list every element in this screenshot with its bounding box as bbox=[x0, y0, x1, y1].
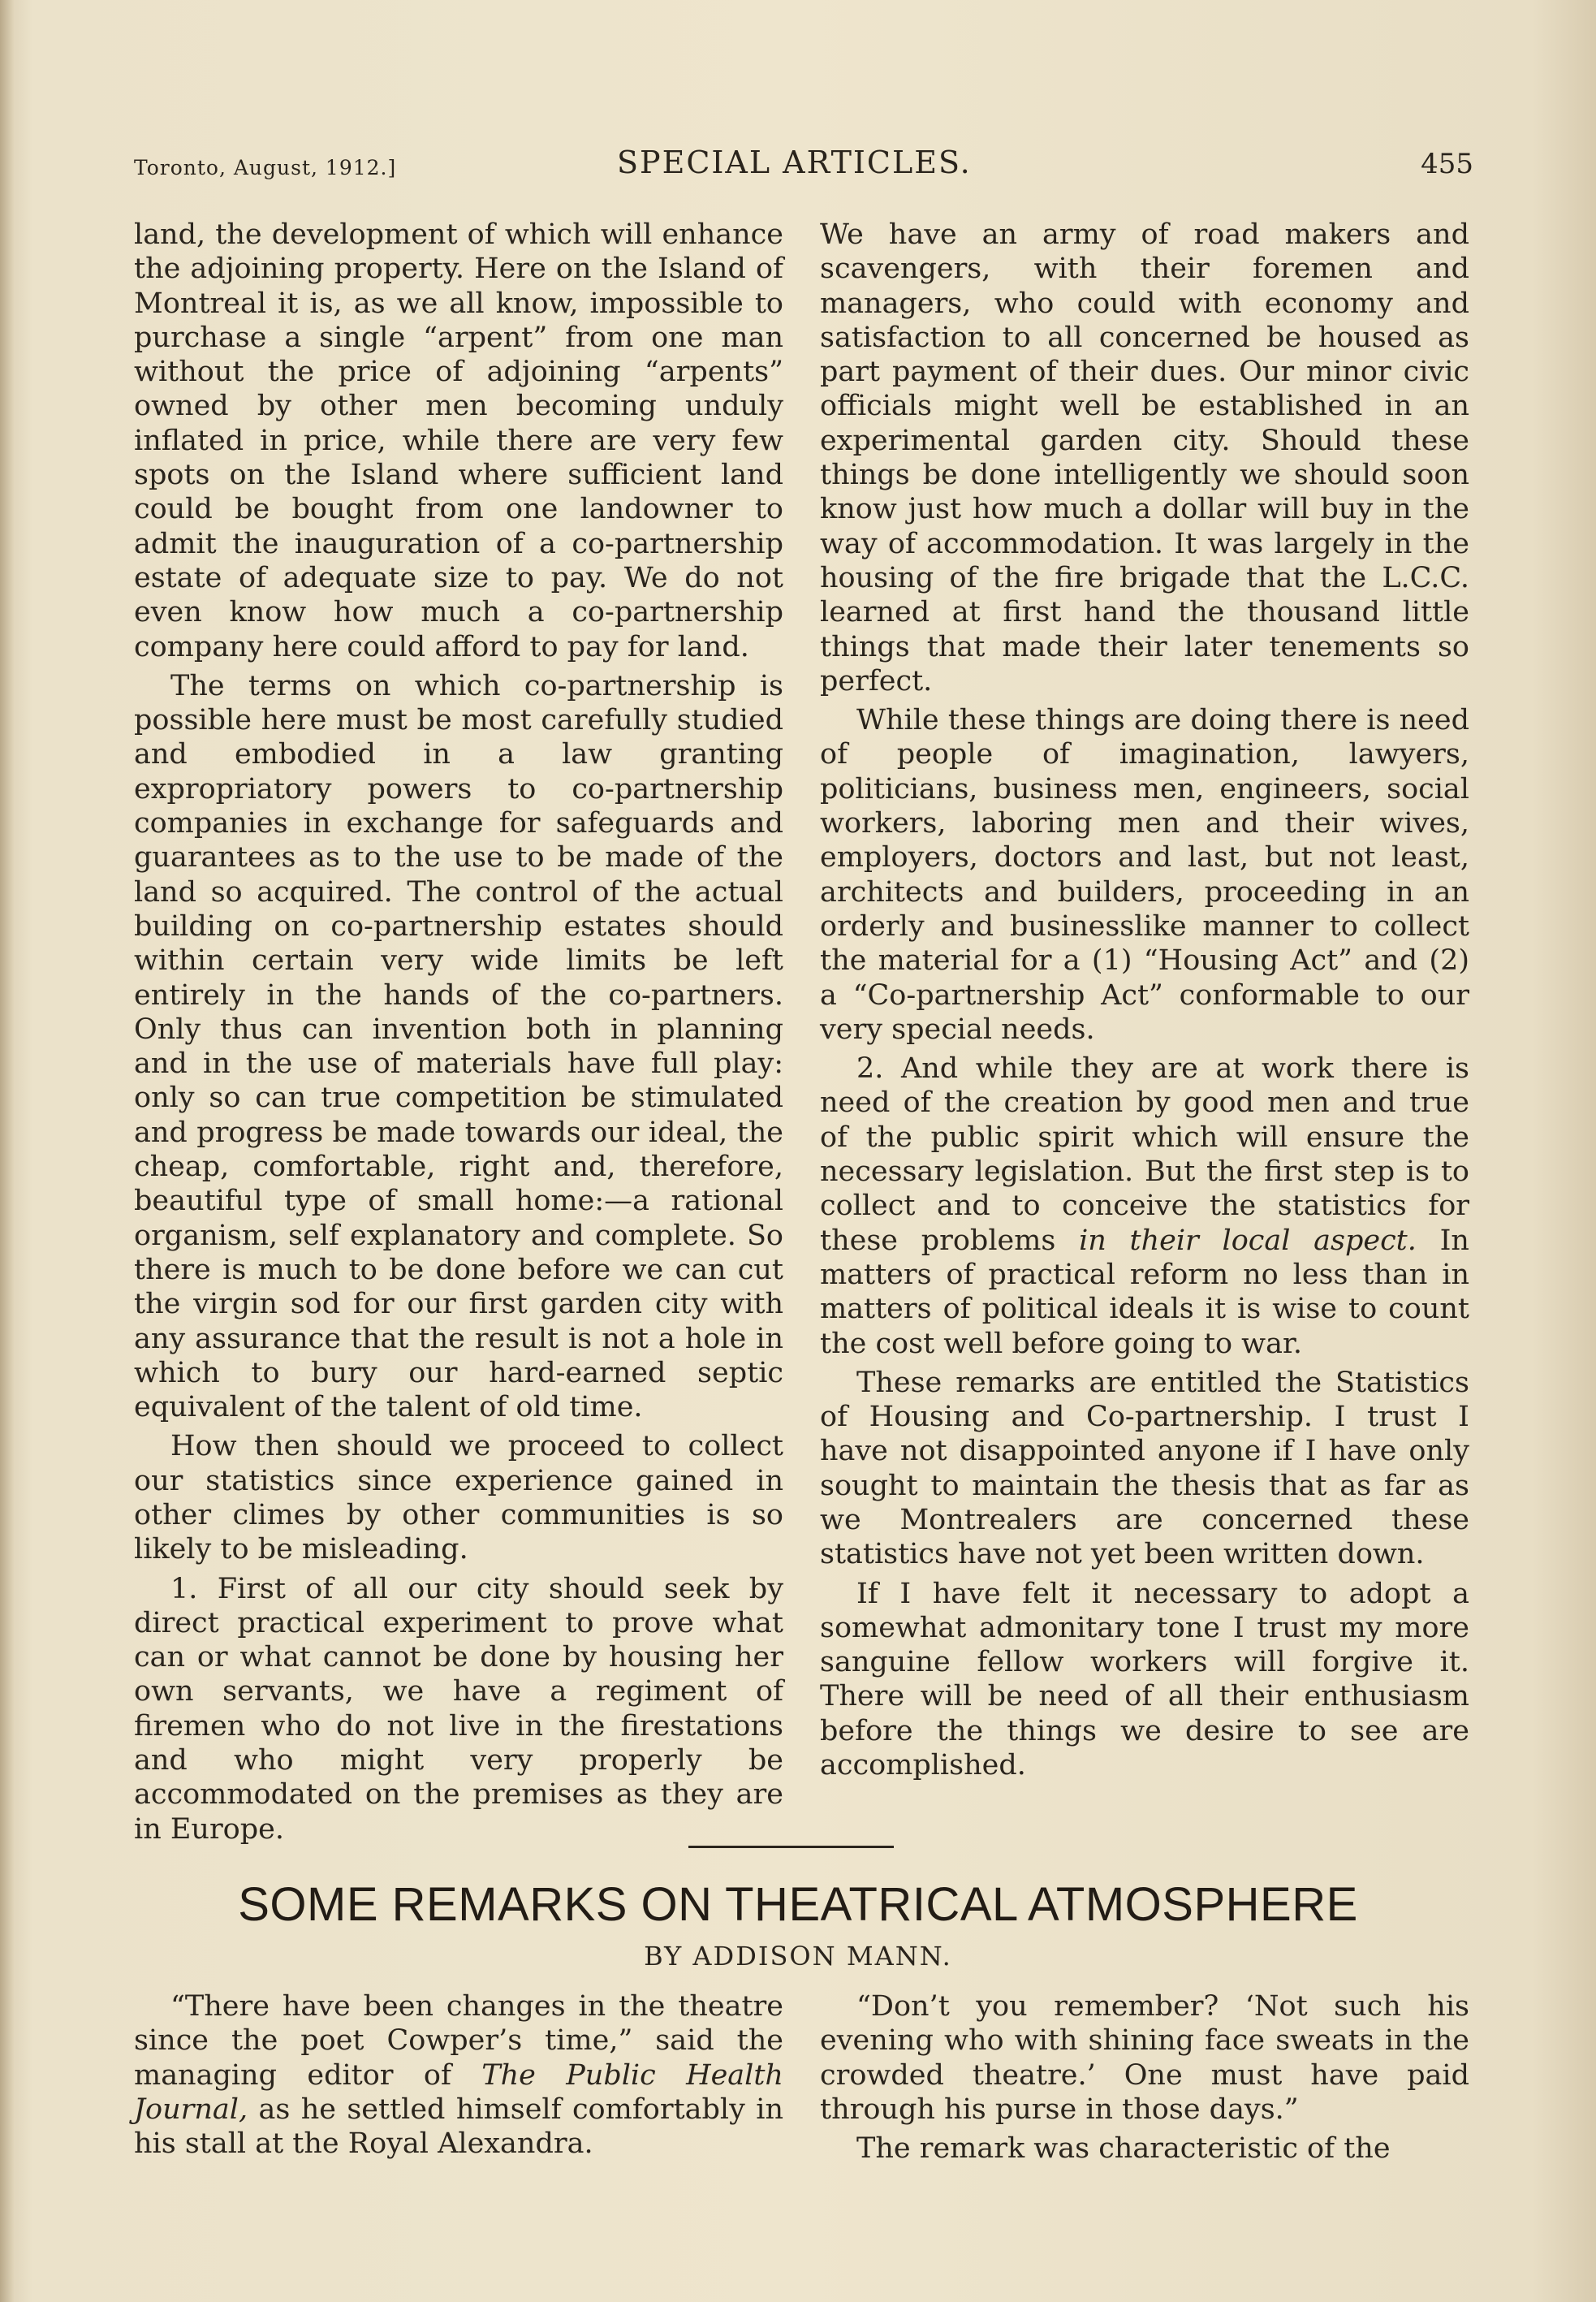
paragraph bbox=[820, 1052, 1469, 1361]
header-section-title: SPECIAL ARTICLES. bbox=[617, 145, 972, 180]
paragraph: If I have felt it necessary to adopt a somewhat admonitary tone I trust my more sanguine fellow workers will forgive it. There will be need of all their enthusiasm before the things we desire to see are accomplished. bbox=[820, 1577, 1469, 1782]
right-column bbox=[820, 218, 1469, 1782]
paragraph-text: as he settled himself comfortably in his stall at the Royal Alexandra. bbox=[134, 2093, 783, 2161]
paragraph: land, the development of which will enhance the adjoining property. Here on the Island of Montreal it is, as we all know, impossible to purchase a single “arpent” from one man without the price of adjoining “arpents” owned by other men becoming unduly inflated in price, while there are very few spots on the Island where sufficient land could be bought from one landowner to admit the inauguration of a co-partnership estate of adequate size to pay. We do not even know how much a co-partnership company here could afford to pay for land. bbox=[134, 218, 783, 663]
section-divider bbox=[688, 1846, 894, 1848]
paragraph-text: 2. And while they are at work there is need of the creation by good men and true of the public spirit which will ensure the necessary legislation. But the first step is to collect and to conceive the statistics for these problems bbox=[820, 1052, 1469, 1257]
paragraph: We have an army of road makers and scavengers, with their foremen and managers, who could with economy and satisfaction to all concerned be housed as part payment of their dues. Our minor civic officials might well be established in an experimental garden city. Should these things be done intelligently we should soon know just how much a dollar will buy in the way of accommodation. It was largely in the housing of the fire brigade that the L.C.C. learned at first hand the thousand little things that made their later tenements so perfect. bbox=[820, 218, 1469, 698]
paragraph: How then should we proceed to collect our statistics since experience gained in other climes by other communities is so likely to be misleading. bbox=[134, 1430, 783, 1566]
emphasis-text: in their local aspect. bbox=[1079, 1224, 1417, 1257]
paragraph: The remark was characteristic of the bbox=[856, 2132, 1391, 2166]
page-number: 455 bbox=[1421, 148, 1473, 180]
left-column bbox=[134, 218, 783, 1846]
article-byline: BY ADDISON MANN. bbox=[644, 1941, 952, 1972]
paragraph-text: “There have been changes in the theatre since the poet Cowper’s time,” said the managing editor of bbox=[134, 1990, 783, 2092]
paragraph: 1. First of all our city should seek by direct practical experiment to prove what can or what cannot be done by housing her own servants, we have a regiment of firemen who do not live in the firestations and who might very properly be accommodated on the premises as they are in Europe. bbox=[134, 1572, 783, 1846]
article-title: SOME REMARKS ON THEATRICAL ATMOSPHERE bbox=[238, 1878, 1358, 1931]
running-header bbox=[134, 145, 1473, 193]
journal-title: The Public Health Journal, bbox=[134, 2058, 783, 2126]
article-right-column bbox=[820, 1989, 1469, 2166]
paragraph: While these things are doing there is need of people of imagination, lawyers, politicians, business men, engineers, social workers, laboring men and their wives, employers, doctors and last, but not least, architects and builders, proceeding in an orderly and businesslike manner to collect the material for a (1) “Housing Act” and (2) a “Co-partnership Act” conformable to our very special needs. bbox=[820, 704, 1469, 1046]
paragraph-text: In matters of practical reform no less than in matters of political ideals it is wise to count the cost well before going to war. bbox=[820, 1224, 1469, 1360]
article-left-column bbox=[134, 1989, 783, 2161]
paragraph: “Don’t you remember? ‘Not such his evening who with shining face sweats in the crowded theatre.’ One must have paid through his purse in those days.” bbox=[820, 1990, 1469, 2126]
header-dateline: Toronto, August, 1912.] bbox=[134, 156, 397, 179]
paragraph bbox=[134, 1989, 783, 2161]
paragraph: These remarks are entitled the Statistics of Housing and Co-partnership. I trust I have not disappointed anyone if I have only sought to maintain the thesis that as far as we Montrealers are concerned these statistics have not yet been written down. bbox=[820, 1366, 1469, 1571]
paragraph: The terms on which co-partnership is possible here must be most carefully studied and embodied in a law granting expropriatory powers to co-partnership companies in exchange for safeguards and guarantees as to the use to be made of the land so acquired. The control of the actual building on co-partnership estates should within certain very wide limits be left entirely in the hands of the co-partners. Only thus can invention both in planning and in the use of materials have full play: only so can true competition be stimulated and progress be made towards our ideal, the cheap, comfortable, right and, therefore, beautiful type of small home:—a rational organism, self explanatory and complete. So there is much to be done before we can cut the virgin sod for our first garden city with any assurance that the result is not a hole in which to bury our hard-earned septic equivalent of the talent of old time. bbox=[134, 669, 783, 1424]
